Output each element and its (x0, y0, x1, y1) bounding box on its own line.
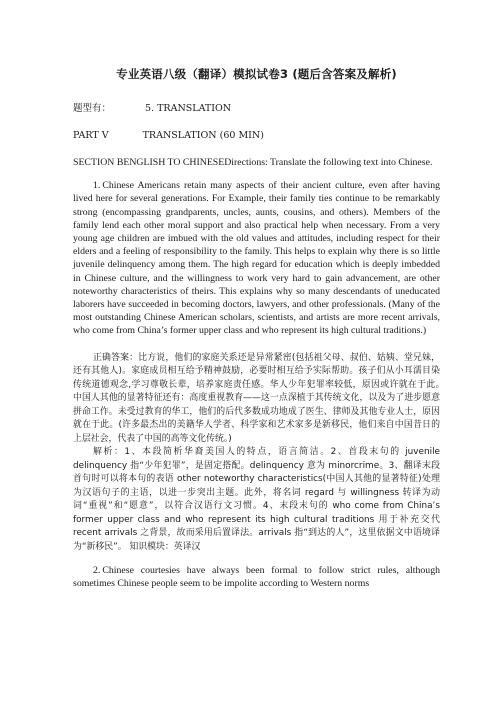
part-title: TRANSLATION (60 MIN) (142, 130, 264, 141)
question-1-analysis: 解析：1、本段简析华裔美国人的特点，语言简洁。2、首段末句的 juvenile delinquency 指“少年犯罪”，是固定搭配。delinquency 意为 minorcrime。3、翻译末段首句时可以将本句的表语 other noteworthy characteristics(中国人其他的显著特征)处理为汉语句子的主语，以进一步突出主题。此外，将名词 regard 与 willingness 转译为动词“重视”和“愿意”，以符合汉语行文习惯。4、末段末句的 who come from China’s former upper class and who represent its high cultural traditions 用于补充交代 recent arrivals 之背景，故而采用后置译法。arrivals 指“到达的人”，这里依据文中语境译为“新移民”。 知识模块：英译汉 (73, 447, 440, 552)
question-type-value: 5. TRANSLATION (145, 103, 232, 114)
answer-text: 比方说，他们的家庭关系还是异常紧密(包括祖父母、叔伯、姑姨、堂兄妹，还有其他人)。家庭成员相互给予精神鼓励，必要时相互给予实际帮助。孩子们从小耳濡目染传统道德观念,学习尊敬长辈，培养家庭责任感。华人少年犯罪率较低，原因或许就在于此。 中国人其他的显著特征还有：高度重视教育——这一点深植于其传统文化，以及为了进步愿意拼命工作。未受过教育的华工，他们的后代多数成功地成了医生、律师及其他专业人士，原因就在于此。(许多最杰出的美籍华人学者、科学家和艺术家多是新移民，他们来自中国昔日的上层社会，代表了中国的高等文化传统。) (73, 352, 449, 444)
question-1-answer (73, 352, 449, 447)
question-2-number: 2. (93, 565, 101, 577)
section-prefix: SECTION B (73, 157, 124, 168)
document-title: 专业英语八级（翻译）模拟试卷3 (题后含答案及解析) (116, 67, 397, 81)
section-heading (73, 156, 440, 169)
section-directions: ENGLISH TO CHINESEDirections: Translate the following text into Chinese. (123, 157, 433, 168)
question-type-label: 题型有： (73, 103, 112, 114)
question-2-text: Chinese courtesies have always been formal to follow strict rules, although sometimes Chinese people seem to be impolite according to Western norms (73, 565, 440, 590)
part-label: PART V (73, 130, 109, 141)
question-1-text: Chinese Americans retain many aspects of their ancient culture, even after having lived here for several generations. For Example, their family ties continue to be remarkably strong (encompassing grandparents, uncles, aunts, cousins, and others). Members of the family lend each other moral support and also practical help when necessary. From a very young age children are imbued with the old values and attitudes, including respect for their elders and a feeling of responsibility to the family. This helps to explain why there is so little juvenile delinquency among them. The high regard for education which is deeply imbedded in Chinese culture, and the willingness to work very hard to gain advancement, are other noteworthy characteristics of theirs. This explains why so many descendants of uneducated laborers have succeeded in becoming doctors, lawyers, and other professionals. (Many of the most outstanding Chinese American scholars, scientists, and artists are more recent arrivals, who come from China’s former upper class and who represent its high cultural traditions.) (73, 180, 440, 337)
question-1-number: 1. (93, 180, 101, 192)
question-1 (73, 179, 440, 337)
part-heading (73, 129, 440, 142)
answer-label: 正确答案： (93, 352, 139, 363)
question-2 (73, 564, 440, 590)
question-type-line (73, 102, 440, 115)
